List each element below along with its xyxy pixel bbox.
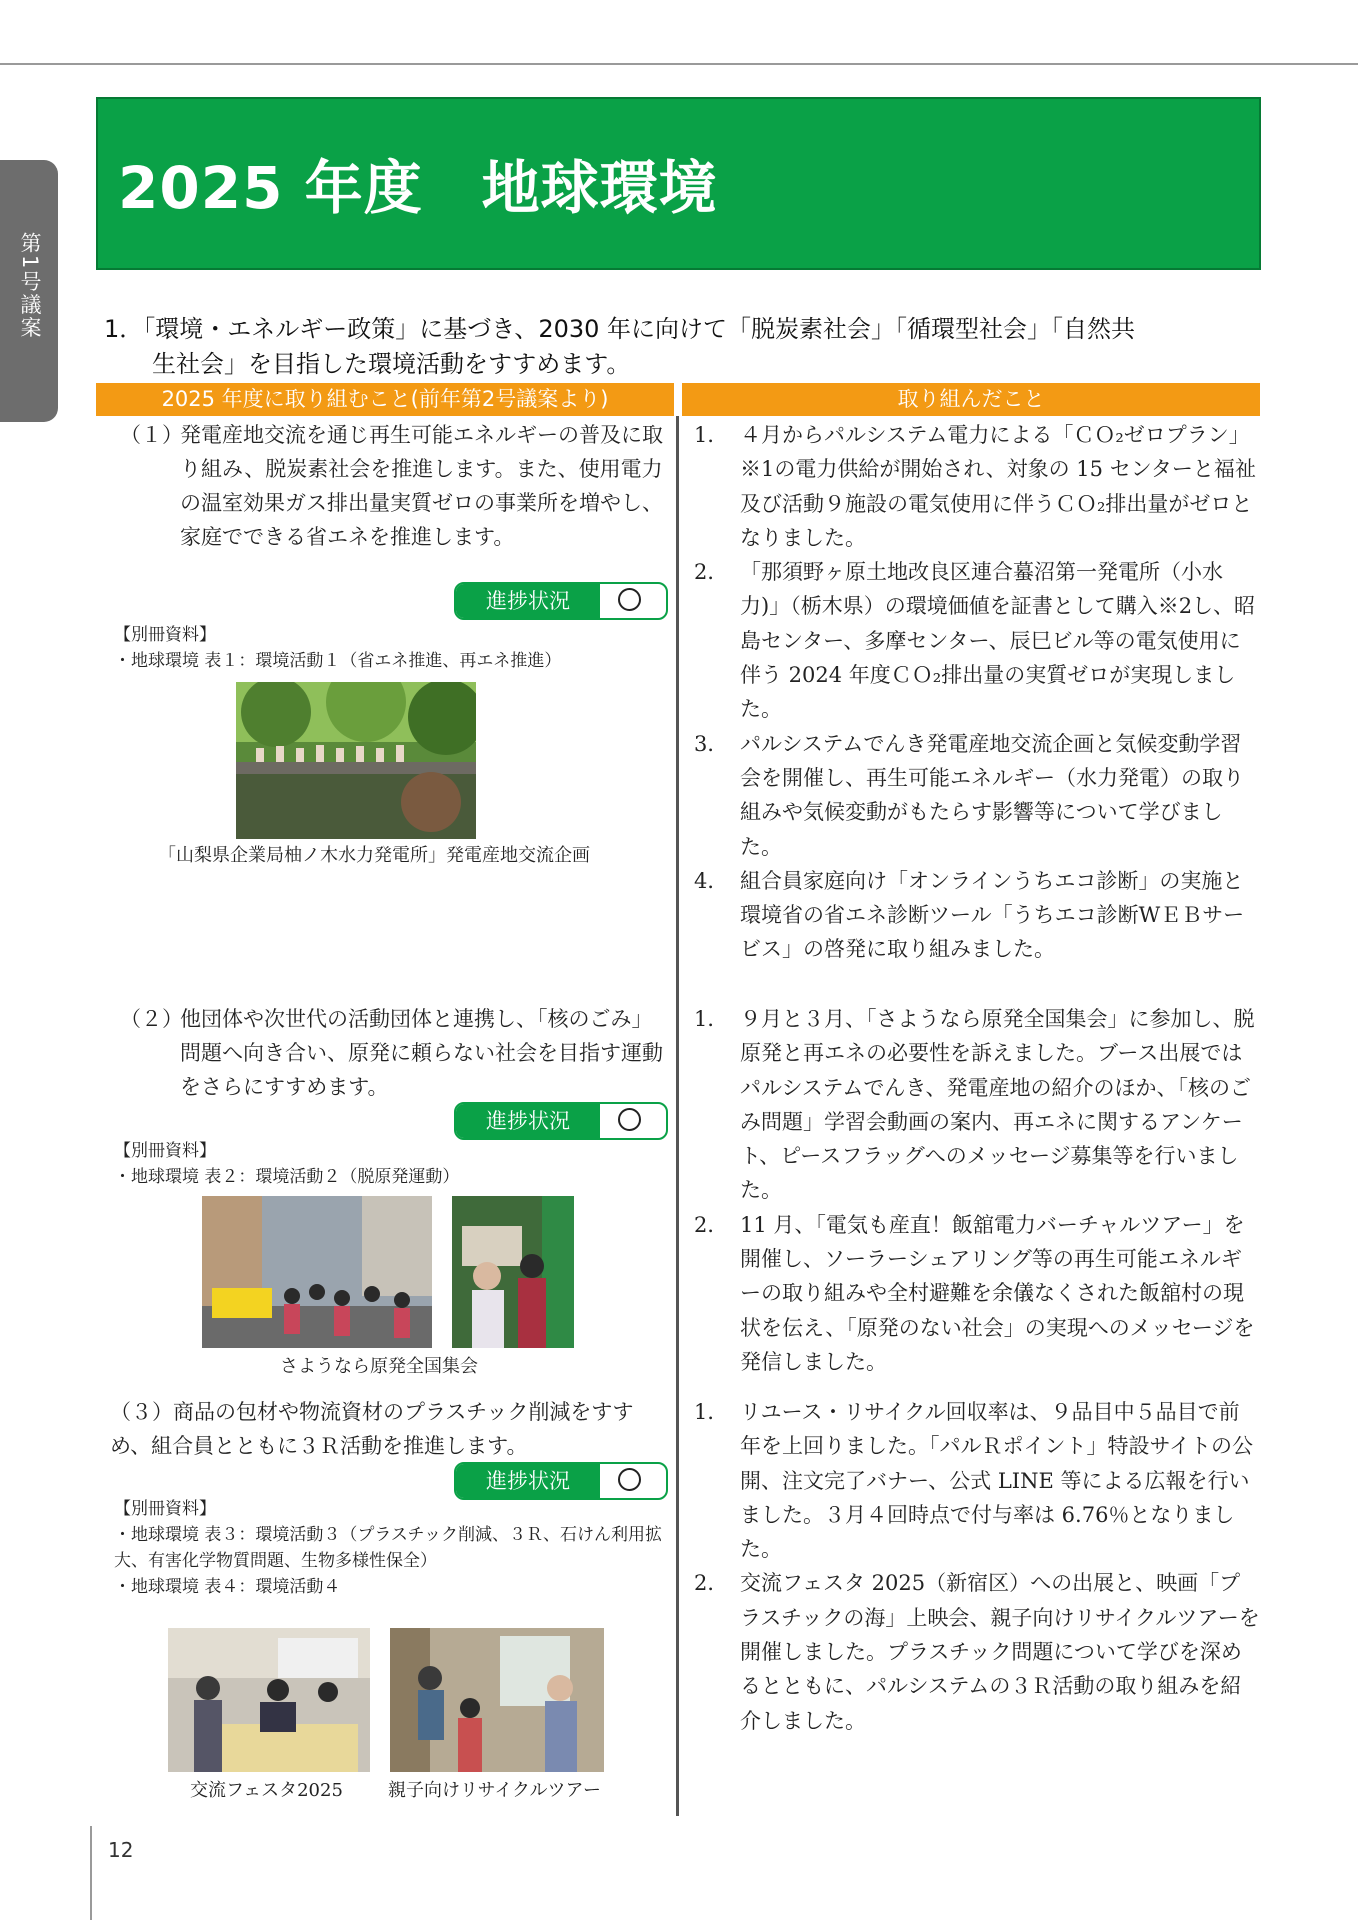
lead-line1: 「環境・エネルギー政策」に基づき、2030 年に向けて「脱炭素社会」「循環型社会」「自然共 xyxy=(143,315,1136,343)
status-badge-1 xyxy=(454,582,668,620)
goal-1 xyxy=(110,418,670,554)
chapter-tab-label: 第1号議案 xyxy=(18,232,42,340)
page-title: 2025 年度 地球環境 xyxy=(118,154,718,222)
photo-rally xyxy=(202,1196,432,1348)
photo-caption-3b: 親子向けリサイクルツアー xyxy=(388,1780,601,1801)
column-divider xyxy=(676,416,679,1816)
achievement-item: 2． 「那須野ヶ原土地改良区連合蟇沼第一発電所（小水力)」（栃木県）の環境価値を証書として購入※2し、昭島センター、多摩センター、辰巳ビル等の電気使用に伴う 2024 年度ＣＯ₂排出量の実質ゼロが実現しました。 xyxy=(694,560,1256,722)
goal-3-number: （３） xyxy=(110,1400,173,1424)
reference-item: ・地球環境 表１：環境活動１（省エネ推進、再エネ推進） xyxy=(114,651,562,671)
title-banner xyxy=(96,97,1261,270)
goal-2-text: 他団体や次世代の活動団体と連携し、「核のごみ」問題へ向き合い、原発に頼らない社会を目指す運動をさらにすすめます。 xyxy=(180,1007,663,1099)
status-badge-2 xyxy=(454,1102,668,1140)
status-circle-mark xyxy=(618,588,641,611)
status-circle-mark xyxy=(618,1468,641,1491)
reference-2 xyxy=(114,1138,674,1190)
achievement-item: 2． 交流フェスタ 2025（新宿区）への出展と、映画「プラスチックの海」上映会、親子向けリサイクルツアーを開催しました。プラスチック問題について学びを深めるとともに、パルシステムの３Ｒ活動の取り組みを紹介しました。 xyxy=(694,1571,1260,1733)
photo-booth xyxy=(452,1196,574,1348)
page-number: 12 xyxy=(108,1838,134,1862)
reference-item: ・地球環境 表４：環境活動４ xyxy=(114,1577,341,1597)
status-circle-mark xyxy=(618,1108,641,1131)
lead-number: 1． xyxy=(104,315,144,343)
reference-title: 【別冊資料】 xyxy=(114,625,216,645)
lead-line2: 生社会」を目指した環境活動をすすめます。 xyxy=(152,350,631,378)
achievements-2 xyxy=(690,1002,1260,1379)
reference-3 xyxy=(114,1496,674,1600)
status-label: 進捗状況 xyxy=(456,1104,600,1138)
achievements-3 xyxy=(690,1395,1260,1738)
photo-caption-2: さようなら原発全国集会 xyxy=(280,1356,478,1377)
photo-festa xyxy=(168,1628,370,1772)
achievement-item: 3． パルシステムでんき発電産地交流企画と気候変動学習会を開催し、再生可能エネルギー（水力発電）の取り組みや気候変動がもたらす影響等について学びました。 xyxy=(694,731,1244,859)
achievement-item: 1． ９月と３月、「さようなら原発全国集会」に参加し、脱原発と再エネの必要性を訴えました。ブース出展ではパルシステムでんき、発電産地の紹介のほか、「核のごみ問題」学習会動画の案内、再エネに関するアンケート、ピースフラッグへのメッセージ募集等を行いました。 xyxy=(694,1007,1255,1203)
photo-caption-3a: 交流フェスタ2025 xyxy=(190,1780,343,1801)
goal-2 xyxy=(110,1002,670,1104)
achievement-item: 2． 11 月、「電気も産直！飯舘電力バーチャルツアー」を開催し、ソーラーシェアリング等の再生可能エネルギーの取り組みや全村避難を余儀なくされた飯舘村の現状を伝え、「原発のない社会」の実現へのメッセージを発信しました。 xyxy=(694,1212,1255,1374)
photo-hydro-tour xyxy=(236,682,476,839)
reference-title: 【別冊資料】 xyxy=(114,1499,216,1519)
reference-item: ・地球環境 表３：環境活動３（プラスチック削減、３Ｒ、石けん利用拡大、有害化学物質問題、生物多様性保全） xyxy=(114,1525,663,1571)
photo-caption-1: 「山梨県企業局柚ノ木水力発電所」発電産地交流企画 xyxy=(158,845,590,866)
achievement-item: 4． 組合員家庭向け「オンラインうちエコ診断」の実施と環境省の省エネ診断ツール「うちエコ診断WＥＢサービス」の啓発に取り組みました。 xyxy=(694,868,1245,962)
status-badge-3 xyxy=(454,1462,668,1500)
goal-2-number: （２） xyxy=(120,1007,183,1031)
reference-1 xyxy=(114,622,674,674)
goal-3 xyxy=(110,1395,670,1463)
status-label: 進捗状況 xyxy=(456,584,600,618)
page-number-rule xyxy=(90,1826,92,1920)
reference-item: ・地球環境 表２：環境活動２（脱原発運動） xyxy=(114,1167,460,1187)
photo-recycle-tour xyxy=(390,1628,604,1772)
status-label: 進捗状況 xyxy=(456,1464,600,1498)
reference-title: 【別冊資料】 xyxy=(114,1141,216,1161)
goal-1-text: 発電産地交流を通じ再生可能エネルギーの普及に取り組み、脱炭素社会を推進します。また、使用電力の温室効果ガス排出量実質ゼロの事業所を増やし、家庭でできる省エネを推進します。 xyxy=(180,423,663,549)
goal-3-text: 商品の包材や物流資材のプラスチック削減をすすめ、組合員とともに３Ｒ活動を推進します。 xyxy=(110,1400,634,1458)
column-header-plan: 2025 年度に取り組むこと(前年第2号議案より) xyxy=(96,383,674,416)
lead-statement xyxy=(104,312,1274,382)
achievement-item: 1． リユース・リサイクル回収率は、９品目中５品目で前年を上回りました。「パルＲポイント」特設サイトの公開、注文完了バナー、公式 LINE 等による広報を行いました。３月４回時点で付与率は 6.76％となりました。 xyxy=(694,1400,1254,1562)
top-rule xyxy=(0,63,1358,65)
achievement-item: 1． ４月からパルシステム電力による「ＣＯ₂ゼロプラン」※1の電力供給が開始され、対象の 15 センターと福祉及び活動９施設の電気使用に伴うＣＯ₂排出量がゼロとなりました。 xyxy=(694,423,1256,550)
achievements-1 xyxy=(690,418,1260,967)
goal-1-number: （１） xyxy=(120,423,183,447)
column-header-done: 取り組んだこと xyxy=(682,383,1260,416)
